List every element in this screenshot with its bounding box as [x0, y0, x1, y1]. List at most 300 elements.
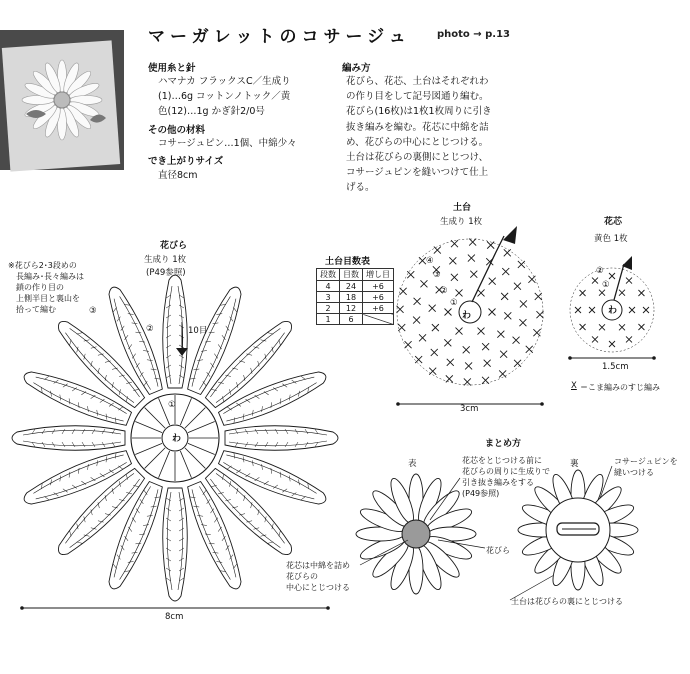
petal-inner-stroke	[23, 441, 121, 446]
petal-stitch-mark	[92, 429, 95, 434]
petal-outline	[101, 283, 167, 397]
petal-inner-stroke	[222, 461, 314, 503]
petal-note-line: ※花びら2･3段めの	[8, 261, 77, 270]
petal-inner-stroke	[36, 461, 128, 503]
petal-outline	[202, 465, 299, 562]
petal-stitch-mark	[72, 484, 77, 490]
core-round-2-marker: ②	[596, 266, 604, 276]
front-yellow-core	[402, 520, 430, 548]
core-dimension-line-end	[568, 356, 572, 360]
row-marker-arrow	[176, 348, 188, 356]
petal-stitch-mark	[179, 518, 184, 521]
assembly-base-note: 土台は花びらの裏にとじつける	[511, 597, 623, 606]
petal-dimension-line-end	[20, 606, 24, 610]
base-stitch-x	[398, 324, 405, 331]
petal-note-line: 上側半目と裏山を	[16, 294, 80, 303]
base-round-start-line	[472, 236, 504, 302]
core-stitch-x	[580, 324, 586, 330]
base-stitch-x	[445, 309, 452, 316]
base-stitch-x	[413, 317, 420, 324]
petal-center-stitch	[188, 422, 215, 433]
table-cell: 1	[317, 314, 340, 325]
base-stitch-x	[456, 328, 463, 335]
base-stitch-x	[470, 271, 477, 278]
petal-stitch-mark	[132, 550, 138, 555]
petal-stitch-mark	[123, 335, 129, 340]
method-line: コサージュピンを縫いつけて仕上	[346, 167, 489, 179]
table-row	[317, 314, 394, 325]
base-stitch-x	[518, 261, 525, 268]
petal-inner-stroke	[229, 430, 327, 435]
table-cell	[363, 314, 394, 325]
table-cell: 3	[317, 292, 340, 303]
assembly-back-label: 裏	[570, 459, 579, 469]
petal-inner-stroke	[198, 299, 240, 391]
petal-outline	[217, 446, 331, 512]
petal-inner-stroke	[62, 471, 135, 544]
core-stitch-x	[609, 273, 615, 279]
base-stitch-x	[519, 319, 526, 326]
petal-stitch-mark	[119, 373, 125, 379]
base-stitch-x	[482, 343, 489, 350]
petal-stitch-mark	[179, 528, 184, 531]
core-dimension: 1.5cm	[602, 362, 629, 372]
base-subtitle: 生成り 1枚	[440, 217, 483, 227]
petal-inner-stroke	[110, 299, 152, 391]
table-cell: 2	[317, 303, 340, 314]
petal-stitch-mark	[234, 382, 240, 388]
petal-inner-stroke	[62, 333, 135, 406]
base-stitch-x	[484, 360, 491, 367]
core-round-start-line	[614, 264, 624, 300]
base-dimension-line-end	[540, 402, 544, 406]
petal-stitch-mark	[72, 386, 77, 392]
petal-outline	[20, 446, 134, 512]
base-stitch-x	[465, 362, 472, 369]
base-stitch-x	[528, 276, 535, 283]
petal-stitch-mark	[205, 499, 211, 504]
table-cell: +6	[363, 292, 394, 303]
base-title: 土台	[453, 203, 472, 213]
base-dimension-line-end	[396, 402, 400, 406]
assembly-front-label: 表	[408, 459, 417, 469]
table-cell: 24	[340, 281, 363, 292]
petal-stitch-mark	[221, 536, 227, 541]
base-stitch-x	[449, 257, 456, 264]
note-line: コサージュピンを	[614, 457, 678, 466]
petal-chart	[225, 426, 338, 451]
table-row	[317, 303, 394, 314]
petal-chart	[163, 275, 188, 388]
base-stitch-x	[514, 360, 521, 367]
petal-inner-stroke	[215, 471, 288, 544]
assembly-stuffing-note	[286, 560, 350, 593]
core-stitch-x	[619, 290, 625, 296]
petal-inner-stroke	[70, 325, 143, 398]
assembly-pin-note	[614, 456, 678, 478]
petal-stitch-mark	[179, 538, 184, 541]
method-line: の作り目をして記号図通り編む。	[346, 91, 489, 103]
petal-chart	[101, 480, 167, 594]
petal-chart	[51, 465, 148, 562]
other-materials-line: コサージュピン…1個、中綿少々	[158, 138, 297, 149]
table-cell: 6	[340, 314, 363, 325]
core-stitch-x	[626, 278, 632, 284]
base-stitch-x	[432, 324, 439, 331]
petal-stitch-mark	[42, 442, 45, 447]
note-line: 花びらの	[286, 572, 318, 581]
petal-stitch-mark	[255, 429, 258, 434]
core-stitch-x	[599, 290, 605, 296]
other-materials-heading: その他の材料	[148, 125, 206, 136]
base-stitch-x	[504, 249, 511, 256]
petal-stitch-mark	[193, 367, 199, 372]
petal-outline	[202, 314, 299, 411]
base-stitch-x	[434, 247, 441, 254]
petal-stitch-mark	[123, 536, 129, 541]
petal-stitch-mark	[236, 468, 241, 474]
petal-note-line: 拾って編む	[16, 305, 56, 314]
petal-stitch-mark	[305, 429, 308, 434]
petal-outline	[183, 283, 249, 397]
petal-stitch-mark	[265, 442, 268, 447]
petal-outline	[225, 426, 338, 451]
petal-stitch-mark	[166, 548, 171, 551]
petal-stitch-mark	[82, 442, 85, 447]
petal-stitch-mark	[110, 382, 116, 388]
petal-dimension: 8cm	[165, 612, 184, 622]
base-stitch-x	[420, 280, 427, 287]
base-stitch-x	[504, 312, 511, 319]
finished-size-heading: でき上がりサイズ	[148, 156, 224, 167]
base-stitch-x	[463, 346, 470, 353]
base-stitch-x	[451, 240, 458, 247]
petal-stitch-mark	[166, 538, 171, 541]
core-title: 花芯	[604, 217, 623, 227]
petal-stitch-mark	[72, 442, 75, 447]
petal-row-count: 10目	[188, 326, 208, 336]
petal-inner-stroke	[110, 485, 152, 577]
base-stitch-x	[446, 375, 453, 382]
table-row	[317, 292, 394, 303]
rounds-table-title: 土台目数表	[325, 257, 371, 267]
base-stitch-x	[447, 359, 454, 366]
petal-stitch-mark	[166, 345, 171, 348]
core-stitch-x	[580, 290, 586, 296]
base-stitch-x	[500, 351, 507, 358]
method-line: 土台は花びらの裏側にとじつけ、	[346, 152, 489, 164]
method-line: げる。	[346, 182, 375, 194]
petal-outline	[163, 488, 188, 601]
petal-title: 花びら	[160, 241, 188, 251]
base-stitch-x	[400, 288, 407, 295]
materials-line: (1)…6g コットンノトック／黄	[158, 91, 291, 103]
petal-chart	[101, 283, 167, 397]
petal-stitch-mark	[285, 429, 288, 434]
base-stitch-x	[429, 305, 436, 312]
petal-outline	[183, 480, 249, 594]
petal-stitch-mark	[213, 321, 219, 326]
petal-outline	[163, 275, 188, 388]
petal-stitch-mark	[241, 414, 246, 420]
base-stitch-x	[464, 378, 471, 385]
core-stitch-x	[589, 307, 595, 313]
base-stitch-x	[513, 337, 520, 344]
petal-center-stitch	[145, 408, 166, 429]
petal-stitch-mark	[234, 488, 240, 494]
petal-stitch-mark	[109, 402, 114, 408]
core-stitch-x	[599, 324, 605, 330]
petal-center-stitch	[135, 422, 162, 433]
base-round-2-marker: ②	[440, 286, 448, 296]
petal-center-stitch	[185, 408, 206, 429]
petal-stitch-mark	[151, 367, 157, 372]
petal-stitch-mark	[275, 442, 278, 447]
base-stitch-x	[415, 356, 422, 363]
petal-outline	[51, 465, 148, 562]
base-stitch-x	[429, 368, 436, 375]
petal-stitch-mark	[72, 429, 75, 434]
petal-stitch-mark	[265, 429, 268, 434]
legend-text: ＝こま編みのすじ編み	[580, 383, 660, 392]
petal-stitch-mark	[166, 528, 171, 531]
note-line: 引き抜き編みをする	[462, 478, 534, 487]
petal-chart	[183, 480, 249, 594]
petal-stitch-mark	[273, 386, 278, 392]
petal-chart	[20, 446, 134, 512]
petal-inner-stroke	[215, 333, 288, 406]
petal-inner-stroke	[70, 478, 143, 551]
petal-chart	[20, 364, 134, 430]
petal-stitch-mark	[166, 335, 171, 338]
petal-stitch-mark	[273, 484, 278, 490]
page-title: マーガレットのコサージュ	[148, 27, 411, 47]
petal-stitch-mark	[225, 497, 231, 503]
base-stitch-x	[489, 278, 496, 285]
method-line: 抜き編みを編む。花芯に中綿を詰	[346, 121, 489, 133]
petal-inner-stroke	[198, 485, 240, 577]
base-stitch-x	[487, 242, 494, 249]
assembly-core-note	[462, 455, 550, 499]
base-stitch-x	[520, 300, 527, 307]
petal-stitch-mark	[58, 395, 63, 401]
petal-reference: (P49参照)	[146, 268, 186, 278]
base-stitch-x	[501, 293, 508, 300]
table-cell: 4	[317, 281, 340, 292]
materials-line: ハマナカ フラックスC／生成り	[158, 76, 291, 87]
petal-round-2-marker: ②	[146, 324, 154, 334]
note-line: 縫いつける	[614, 468, 654, 477]
note-line: (P49参照)	[462, 489, 500, 498]
core-stitch-x	[643, 307, 649, 313]
base-stitch-x	[469, 239, 476, 246]
petal-stitch-mark	[104, 456, 109, 462]
petal-stitch-mark	[82, 429, 85, 434]
base-stitch-x	[535, 293, 542, 300]
petal-stitch-mark	[275, 429, 278, 434]
petal-stitch-mark	[213, 550, 219, 555]
base-start-arrow	[503, 226, 517, 244]
base-round-3-marker: ③	[433, 270, 441, 280]
base-stitch-x	[468, 255, 475, 262]
core-stitch-x	[592, 278, 598, 284]
petal-stitch-mark	[179, 548, 184, 551]
base-stitch-x	[444, 339, 451, 346]
petal-stitch-mark	[42, 429, 45, 434]
core-stitch-x	[638, 324, 644, 330]
petal-inner-stroke	[23, 430, 121, 435]
petal-round-3-marker: ③	[89, 306, 97, 316]
petal-stitch-mark	[62, 442, 65, 447]
base-stitch-x	[478, 328, 485, 335]
base-dimension: 3cm	[460, 404, 479, 414]
core-round-1-marker: ①	[602, 280, 610, 290]
base-stitch-x	[456, 289, 463, 296]
core-stitch-x	[629, 307, 635, 313]
petal-outline	[101, 480, 167, 594]
table-header: 段数	[317, 269, 340, 281]
table-cell: +6	[363, 281, 394, 292]
petal-stitch-mark	[225, 373, 231, 379]
table-cell: +6	[363, 303, 394, 314]
base-stitch-x	[536, 311, 543, 318]
petal-stitch-mark	[255, 442, 258, 447]
petal-stitch-mark	[139, 499, 145, 504]
petal-stitch-mark	[236, 402, 241, 408]
petal-outline	[51, 314, 148, 411]
method-line: 花びら(16枚)は1枚1枚周りに引き	[346, 106, 492, 118]
base-stitch-x	[526, 346, 533, 353]
note-line: 中心にとじつける	[286, 583, 350, 592]
table-header: 増し目	[363, 269, 394, 281]
petal-subtitle: 生成り 1枚	[144, 255, 187, 265]
petal-stitch-mark	[166, 325, 171, 328]
base-round-1-marker: ①	[450, 298, 458, 308]
core-stitch-x	[619, 324, 625, 330]
petal-inner-stroke	[208, 325, 281, 398]
assembly-petal-label: 花びら	[486, 546, 510, 555]
petal-stitch-mark	[110, 488, 116, 494]
core-stitch-x	[626, 336, 632, 342]
petal-stitch-mark	[119, 497, 125, 503]
legend-symbol: X	[571, 381, 577, 391]
petal-stitch-mark	[166, 355, 171, 358]
petal-center-stitch	[188, 443, 215, 454]
method-line: め、花びらの中心にとじつける。	[346, 136, 489, 148]
petal-stitch-mark	[246, 519, 252, 525]
petal-stitch-mark	[132, 321, 138, 326]
base-stitch-x	[419, 334, 426, 341]
petal-stitch-mark	[109, 468, 114, 474]
petal-stitch-mark	[89, 361, 95, 367]
petal-note	[8, 260, 84, 315]
petal-inner-stroke	[167, 492, 172, 590]
petal-stitch-mark	[98, 519, 104, 525]
core-stitch-x	[638, 290, 644, 296]
note-line: 花芯は中綿を詰め	[286, 561, 350, 570]
base-chart-diagram	[397, 226, 544, 385]
petal-stitch-mark	[241, 456, 246, 462]
petal-inner-stroke	[178, 492, 183, 590]
petal-inner-stroke	[36, 373, 128, 415]
petal-chart	[217, 364, 331, 430]
note-line: 花びらの周りに生成りで	[462, 467, 550, 476]
base-stitch-x	[497, 331, 504, 338]
petal-stitch-mark	[179, 305, 184, 308]
base-stitch-x	[502, 268, 509, 275]
petal-chart	[163, 488, 188, 601]
base-stitch-x	[499, 370, 506, 377]
petal-stitch-mark	[58, 476, 63, 482]
petal-stitch-mark	[104, 414, 109, 420]
petal-stitch-mark	[221, 335, 227, 340]
petal-stitch-mark	[305, 442, 308, 447]
petal-outline	[12, 426, 125, 451]
petal-inner-stroke	[208, 478, 281, 551]
base-stitch-x	[431, 349, 438, 356]
petal-chart	[217, 446, 331, 512]
petal-outline	[217, 364, 331, 430]
petal-center-stitch	[180, 451, 191, 478]
table-row	[317, 269, 394, 281]
petal-stitch-mark	[256, 509, 262, 515]
base-stitch-x	[419, 257, 426, 264]
petal-outline	[20, 364, 134, 430]
base-stitch-x	[405, 341, 412, 348]
petal-stitch-mark	[193, 504, 199, 509]
petal-chart	[202, 465, 299, 562]
petal-inner-stroke	[167, 286, 172, 384]
petal-chart	[51, 314, 148, 411]
petal-note-line: 長編み･長々編みは	[16, 272, 84, 281]
base-center-ring: わ	[462, 311, 472, 321]
petal-stitch-mark	[205, 372, 211, 377]
base-stitch-x	[514, 283, 521, 290]
petal-stitch-mark	[151, 504, 157, 509]
petal-stitch-mark	[246, 352, 252, 358]
rounds-table	[316, 268, 394, 325]
petal-stitch-mark	[139, 372, 145, 377]
petal-stitch-mark	[287, 476, 292, 482]
petal-stitch-mark	[166, 305, 171, 308]
petal-stitch-mark	[92, 442, 95, 447]
petal-inner-stroke	[222, 373, 314, 415]
core-stitch-x	[575, 307, 581, 313]
petal-inner-stroke	[229, 441, 327, 446]
base-stitch-x	[414, 298, 421, 305]
petal-stitch-mark	[89, 509, 95, 515]
base-stitch-x	[478, 289, 485, 296]
base-stitch-x	[397, 306, 404, 313]
petal-stitch-mark	[179, 568, 184, 571]
petal-stitch-mark	[62, 429, 65, 434]
materials-line: 色(12)…1g かぎ針2/0号	[158, 106, 265, 118]
petal-chart	[12, 426, 125, 451]
petal-center-stitch	[180, 398, 191, 425]
petal-round-1-marker: ①	[168, 400, 176, 410]
table-row	[317, 281, 394, 292]
petal-chart	[202, 314, 299, 411]
base-round-4-marker: ④	[426, 256, 434, 266]
table-header: 目数	[340, 269, 363, 281]
table-cell: 18	[340, 292, 363, 303]
core-stitch-x	[609, 341, 615, 347]
core-dimension-line-end	[652, 356, 656, 360]
petal-center-stitch	[159, 451, 170, 478]
method-heading: 編み方	[342, 63, 371, 74]
petal-center-stitch	[145, 448, 166, 469]
core-stitch-x	[592, 336, 598, 342]
